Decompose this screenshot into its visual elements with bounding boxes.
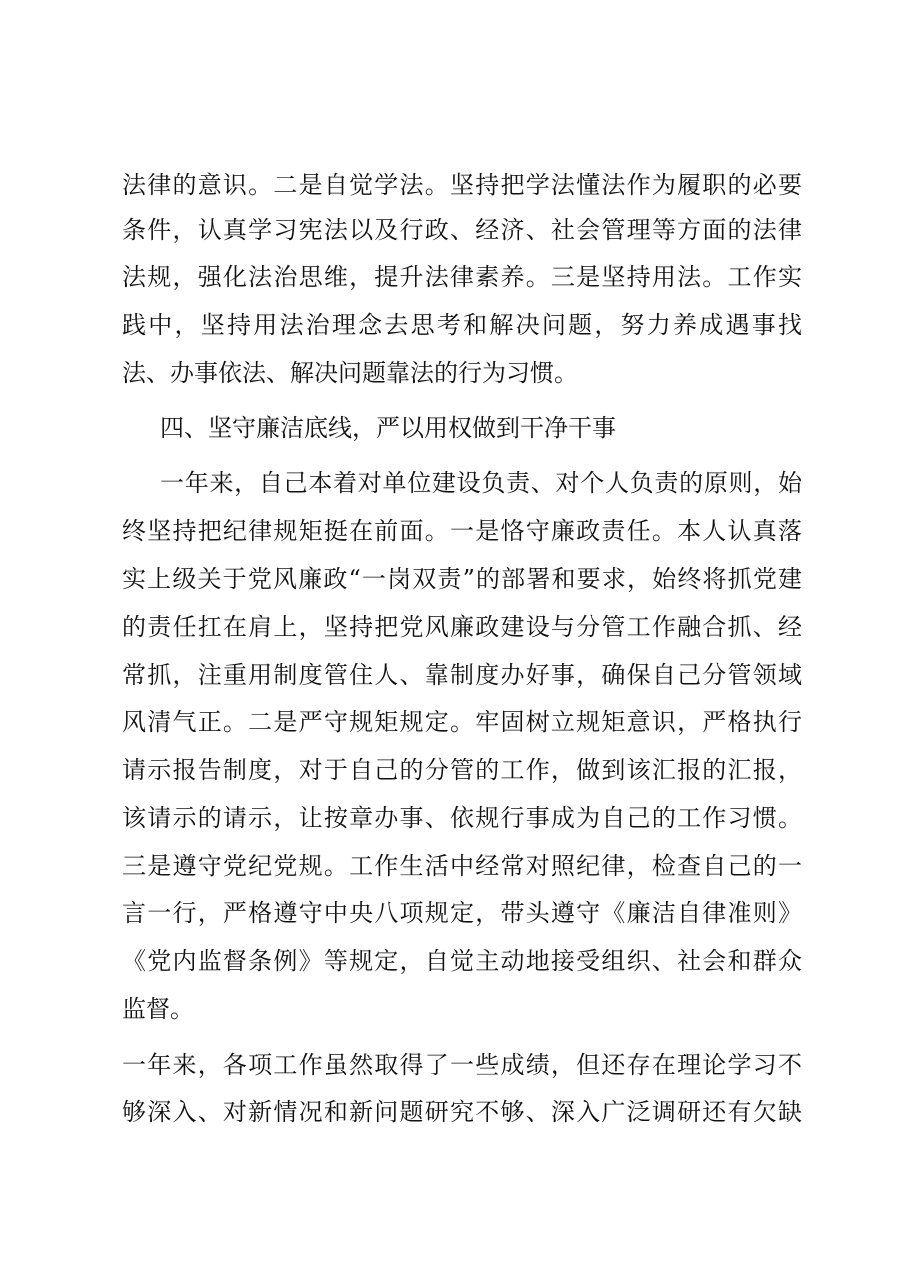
section-heading: 四、坚守廉洁底线，严以用权做到干净干事 xyxy=(160,414,616,442)
text-line: 《党内监督条例》等规定，自觉主动地接受组织、社会和群众 xyxy=(122,947,802,975)
text-line: 一年来，自己本着对单位建设负责、对个人负责的原则，始 xyxy=(160,469,802,497)
text-line: 实上级关于党风廉政“一岗双责”的部署和要求，始终将抓党建 xyxy=(122,565,802,593)
text-line: 践中，坚持用法治理念去思考和解决问题，努力养成遇事找 xyxy=(122,311,802,339)
text-line: 请示报告制度，对于自己的分管的工作，做到该汇报的汇报， xyxy=(122,756,802,784)
text-line: 三是遵守党纪党规。工作生活中经常对照纪律，检查自己的一 xyxy=(122,852,802,880)
text-line: 够深入、对新情况和新问题研究不够、深入广泛调研还有欠缺 xyxy=(122,1098,802,1126)
text-line: 风清气正。二是严守规矩规定。牢固树立规矩意识，严格执行 xyxy=(122,708,802,736)
text-line: 法规，强化法治思维，提升法律素养。三是坚持用法。工作实 xyxy=(122,263,802,291)
text-line: 的责任扛在肩上，坚持把党风廉政建设与分管工作融合抓、经 xyxy=(122,613,802,641)
text-line: 言一行，严格遵守中央八项规定，带头遵守《廉洁自律准则》 xyxy=(122,899,802,927)
text-line: 条件，认真学习宪法以及行政、经济、社会管理等方面的法律 xyxy=(122,216,802,244)
text-line: 监督。 xyxy=(122,995,194,1023)
text-line: 常抓，注重用制度管住人、靠制度办好事，确保自己分管领域 xyxy=(122,661,802,689)
text-line: 一年来，各项工作虽然取得了一些成绩，但还存在理论学习不 xyxy=(122,1051,802,1079)
text-line: 法律的意识。二是自觉学法。坚持把学法懂法作为履职的必要 xyxy=(122,171,802,199)
text-line: 法、办事依法、解决问题靠法的行为习惯。 xyxy=(122,359,578,387)
text-line: 终坚持把纪律规矩挺在前面。一是恪守廉政责任。本人认真落 xyxy=(122,517,802,545)
text-line: 该请示的请示，让按章办事、依规行事成为自己的工作习惯。 xyxy=(122,804,802,832)
